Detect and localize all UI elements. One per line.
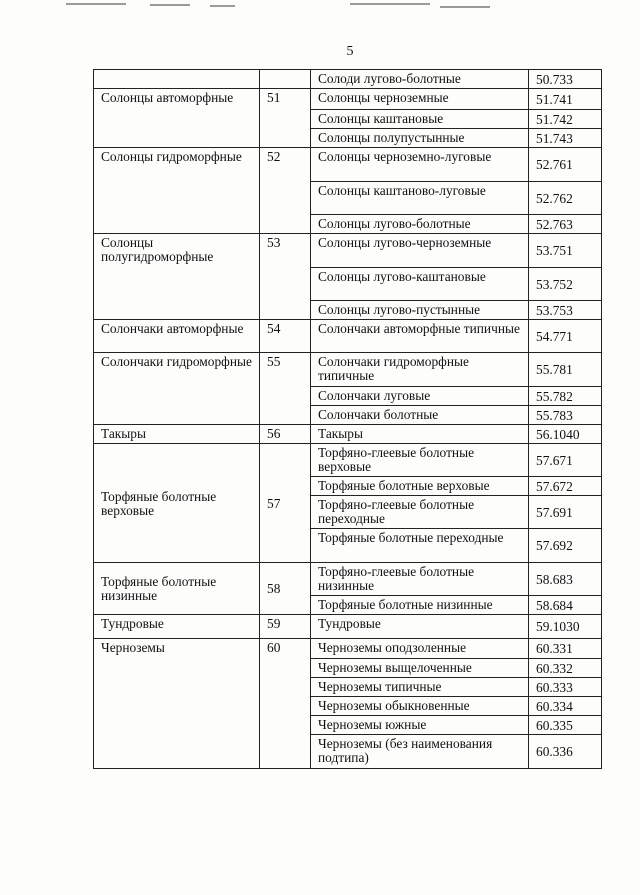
soil-subtype-cell: Солонцы лугово-пустынные (311, 301, 529, 320)
group-number-cell: 57 (260, 444, 311, 563)
soil-code-cell: 54.771 (529, 320, 602, 353)
soil-subtype-cell: Черноземы (без наименования подтипа) (311, 735, 529, 769)
table-row (94, 353, 602, 387)
soil-group-cell: Тундровые (94, 615, 260, 639)
soil-subtype-cell: Торфяные болотные верховые (311, 477, 529, 496)
soil-code-cell: 51.741 (529, 89, 602, 110)
soil-subtype-cell: Солончаки луговые (311, 387, 529, 406)
soil-subtype-cell: Торфяно-глеевые болотные верховые (311, 444, 529, 477)
soil-subtype-cell: Солончаки автоморфные типичные (311, 320, 529, 353)
soil-subtype-cell: Торфяные болотные низинные (311, 596, 529, 615)
soil-code-cell: 58.684 (529, 596, 602, 615)
soil-subtype-cell: Солончаки гидроморфные типичные (311, 353, 529, 387)
soil-subtype-cell: Торфяно-глеевые болотные низинные (311, 563, 529, 596)
soil-code-cell: 60.336 (529, 735, 602, 769)
table-row (94, 234, 602, 268)
soil-code-cell: 52.761 (529, 148, 602, 182)
soil-group-cell: Солонцы автоморфные (94, 89, 260, 148)
soil-subtype-cell: Солоди лугово-болотные (311, 70, 529, 89)
soil-code-cell: 60.334 (529, 697, 602, 716)
soil-code-cell: 60.332 (529, 659, 602, 678)
soil-group-cell: Черноземы (94, 639, 260, 769)
soil-code-cell: 51.743 (529, 129, 602, 148)
soil-code-cell: 57.692 (529, 529, 602, 563)
soil-group-cell: Такыры (94, 425, 260, 444)
soil-subtype-cell: Черноземы оподзоленные (311, 639, 529, 659)
soil-group-cell: Солонцы полугидроморфные (94, 234, 260, 320)
table-row (94, 70, 602, 89)
soil-subtype-cell: Торфяно-глеевые болотные переходные (311, 496, 529, 529)
soil-subtype-cell: Солонцы черноземно-луговые (311, 148, 529, 182)
soil-code-cell: 53.753 (529, 301, 602, 320)
soil-subtype-cell: Солонцы лугово-болотные (311, 215, 529, 234)
soil-code-cell: 56.1040 (529, 425, 602, 444)
soil-subtype-cell: Такыры (311, 425, 529, 444)
table-row (94, 639, 602, 659)
table-row (94, 425, 602, 444)
number-cell (260, 70, 311, 89)
table-row (94, 615, 602, 639)
group-number-cell: 56 (260, 425, 311, 444)
soil-code-cell: 57.671 (529, 444, 602, 477)
soil-subtype-cell: Солонцы каштановые (311, 110, 529, 129)
soil-group-cell: Торфяные болотные верховые (94, 444, 260, 563)
soil-code-cell: 60.333 (529, 678, 602, 697)
soil-code-cell: 59.1030 (529, 615, 602, 639)
group-number-cell: 53 (260, 234, 311, 320)
soil-subtype-cell: Солонцы каштаново-луговые (311, 182, 529, 215)
soil-code-cell: 55.783 (529, 406, 602, 425)
soil-code-cell: 53.751 (529, 234, 602, 268)
table-row (94, 148, 602, 182)
soil-code-cell: 55.782 (529, 387, 602, 406)
soil-code-cell: 60.335 (529, 716, 602, 735)
group-number-cell: 54 (260, 320, 311, 353)
soil-code-cell: 53.752 (529, 268, 602, 301)
soil-subtype-cell: Тундровые (311, 615, 529, 639)
soil-code-cell: 52.762 (529, 182, 602, 215)
table-row (94, 444, 602, 477)
soil-subtype-cell: Солонцы лугово-черноземные (311, 234, 529, 268)
soil-code-cell: 57.691 (529, 496, 602, 529)
soil-code-cell: 58.683 (529, 563, 602, 596)
soil-code-cell: 50.733 (529, 70, 602, 89)
soil-code-cell: 60.331 (529, 639, 602, 659)
soil-subtype-cell: Солонцы лугово-каштановые (311, 268, 529, 301)
table-row (94, 563, 602, 596)
table-row (94, 89, 602, 110)
soil-classification-table (93, 69, 602, 769)
group-number-cell: 59 (260, 615, 311, 639)
soil-code-cell: 57.672 (529, 477, 602, 496)
soil-group-cell: Торфяные болотные низинные (94, 563, 260, 615)
table-row (94, 320, 602, 353)
scan-artifact (0, 0, 640, 14)
soil-subtype-cell: Солонцы полупустынные (311, 129, 529, 148)
group-number-cell: 60 (260, 639, 311, 769)
group-number-cell: 52 (260, 148, 311, 234)
soil-subtype-cell: Солончаки болотные (311, 406, 529, 425)
group-cell (94, 70, 260, 89)
soil-subtype-cell: Черноземы южные (311, 716, 529, 735)
soil-code-cell: 51.742 (529, 110, 602, 129)
soil-subtype-cell: Черноземы обыкновенные (311, 697, 529, 716)
soil-group-cell: Солончаки гидроморфные (94, 353, 260, 425)
soil-subtype-cell: Солонцы черноземные (311, 89, 529, 110)
soil-code-cell: 55.781 (529, 353, 602, 387)
group-number-cell: 58 (260, 563, 311, 615)
soil-group-cell: Солонцы гидроморфные (94, 148, 260, 234)
page-number: 5 (346, 44, 354, 59)
soil-subtype-cell: Торфяные болотные переходные (311, 529, 529, 563)
soil-group-cell: Солончаки автоморфные (94, 320, 260, 353)
group-number-cell: 55 (260, 353, 311, 425)
soil-subtype-cell: Черноземы типичные (311, 678, 529, 697)
soil-code-cell: 52.763 (529, 215, 602, 234)
group-number-cell: 51 (260, 89, 311, 148)
soil-subtype-cell: Черноземы выщелоченные (311, 659, 529, 678)
